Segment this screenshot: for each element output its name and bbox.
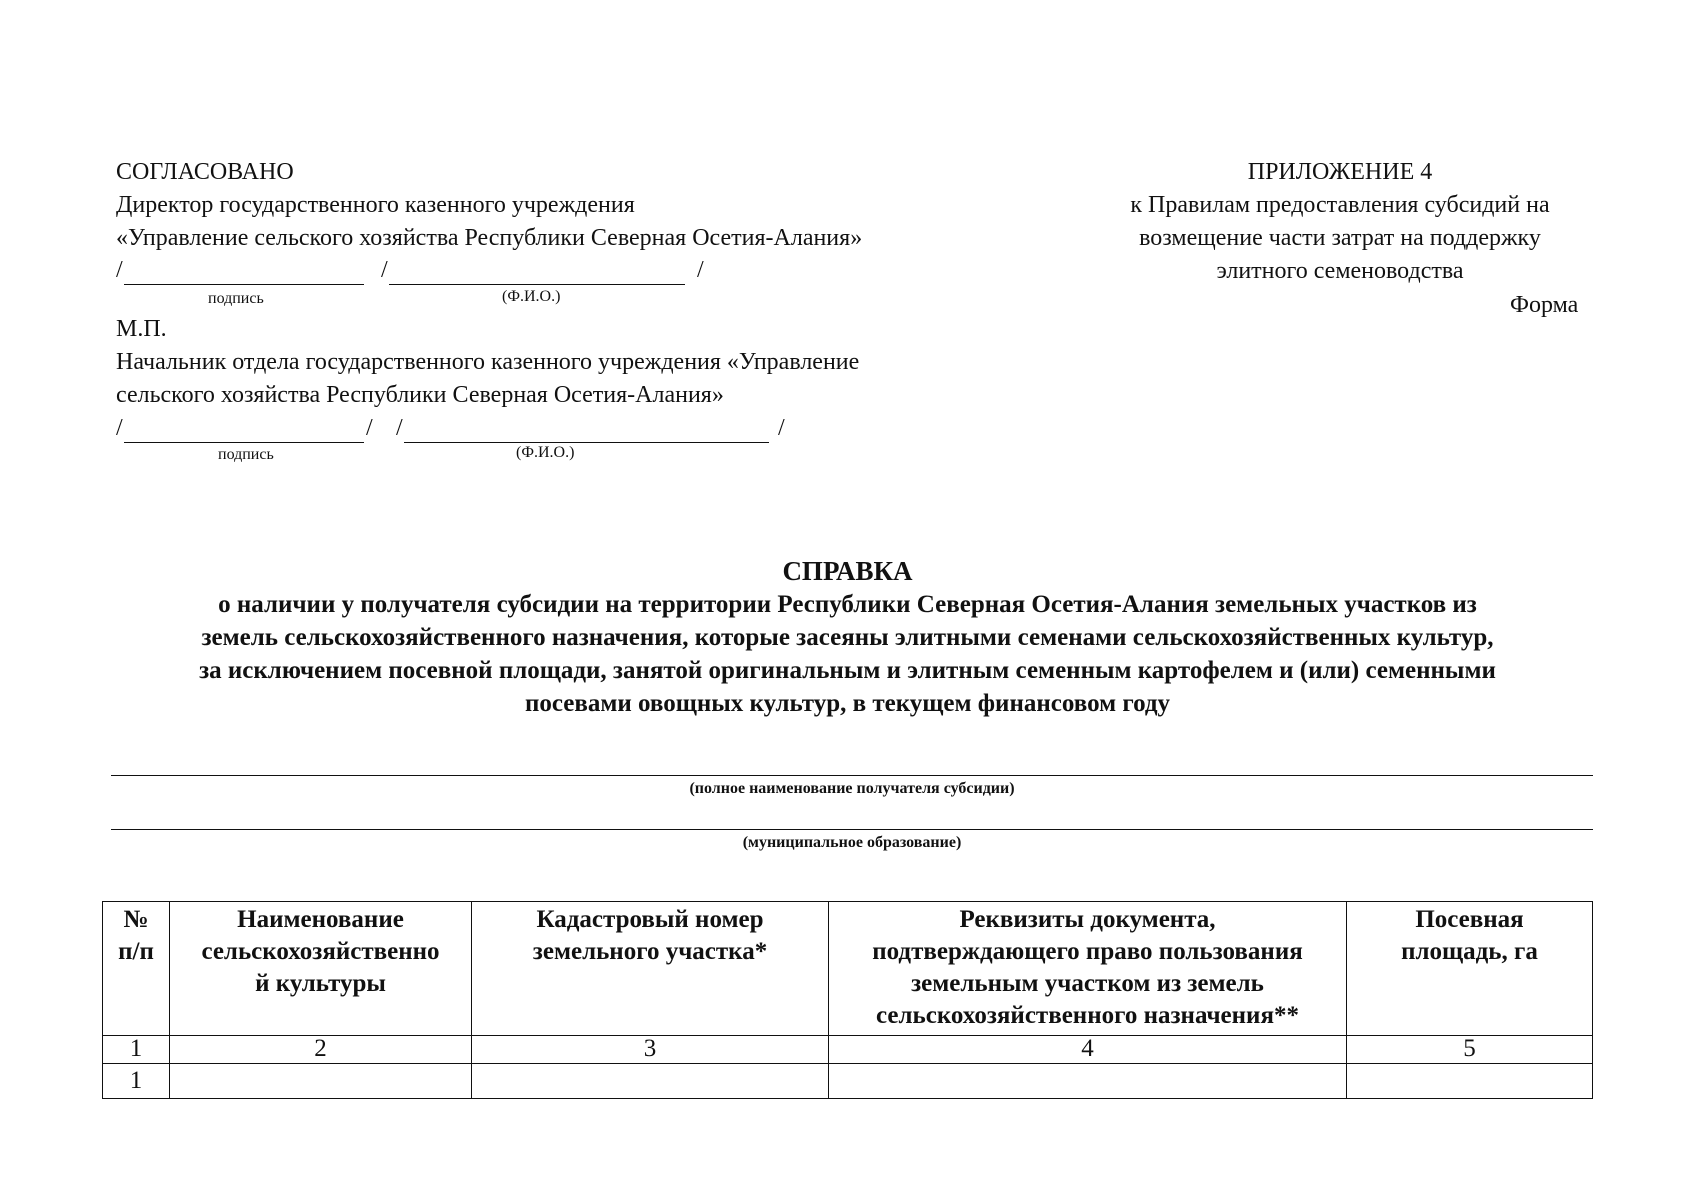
document-subtitle-line4: посевами овощных культур, в текущем финансовом году <box>524 690 1171 717</box>
header-line: Реквизиты документа, <box>959 906 1216 933</box>
municipality-field[interactable] <box>111 829 1593 830</box>
fio-slash: / <box>396 415 403 441</box>
header-crop-name <box>170 902 472 1036</box>
signature-caption: подпись <box>218 446 274 463</box>
closing-slash: / <box>697 257 704 283</box>
column-number-row <box>103 1036 1593 1064</box>
row-number-cell: 1 <box>103 1064 170 1099</box>
column-number: 5 <box>1347 1036 1593 1064</box>
recipient-caption: (полное наименование получателя субсидии) <box>689 780 1015 797</box>
director-signature-field[interactable] <box>124 284 364 285</box>
column-number: 2 <box>170 1036 472 1064</box>
director-fio-field[interactable] <box>389 284 685 285</box>
document-subtitle-line2: земель сельскохозяйственного назначения, которые засеяны элитными семенами сельскохозяйственных культур, <box>201 624 1494 651</box>
form-label: Форма <box>1510 292 1579 318</box>
head-fio-field[interactable] <box>404 442 769 443</box>
land-plots-table <box>102 901 1593 1099</box>
approval-heading: СОГЛАСОВАНО <box>116 159 294 185</box>
appendix-line1: к Правилам предоставления субсидий на <box>1130 192 1550 218</box>
municipality-caption: (муниципальное образование) <box>742 834 962 851</box>
cadastral-number-cell[interactable] <box>472 1064 829 1099</box>
column-number: 1 <box>103 1036 170 1064</box>
director-title-line1: Директор государственного казенного учреждения <box>116 192 635 218</box>
header-line: п/п <box>118 938 154 965</box>
signature-closing-slash: / <box>366 415 373 441</box>
document-title: СПРАВКА <box>782 556 913 586</box>
head-signature-field[interactable] <box>124 442 364 443</box>
header-line: земельного участка* <box>532 938 768 965</box>
stamp-label: М.П. <box>116 316 167 342</box>
fio-caption: (Ф.И.О.) <box>502 288 561 305</box>
header-line: Наименование <box>237 906 404 933</box>
header-document-details <box>829 902 1347 1036</box>
header-line: сельскохозяйственного назначения** <box>876 1002 1299 1029</box>
document-details-cell[interactable] <box>829 1064 1347 1099</box>
column-number: 3 <box>472 1036 829 1064</box>
closing-slash: / <box>778 415 785 441</box>
header-line: Посевная <box>1415 906 1524 933</box>
header-line: № <box>123 906 149 933</box>
director-title-line2: «Управление сельского хозяйства Республики Северная Осетия-Алания» <box>116 225 863 251</box>
document-subtitle-line1: о наличии у получателя субсидии на территории Республики Северная Осетия-Алания земельных участков из <box>218 591 1477 618</box>
department-head-line1: Начальник отдела государственного казенного учреждения «Управление <box>116 349 860 375</box>
header-line: площадь, га <box>1401 938 1538 965</box>
appendix-line3: элитного семеноводства <box>1216 258 1464 284</box>
fio-slash: / <box>381 257 388 283</box>
header-sown-area <box>1347 902 1593 1036</box>
signature-slash: / <box>116 257 123 283</box>
sown-area-cell[interactable] <box>1347 1064 1593 1099</box>
crop-name-cell[interactable] <box>170 1064 472 1099</box>
signature-caption: подпись <box>208 290 264 307</box>
header-line: Кадастровый номер <box>536 906 764 933</box>
table-header-row <box>103 902 1593 1036</box>
header-line: сельскохозяйственно <box>201 938 440 965</box>
column-number: 4 <box>829 1036 1347 1064</box>
document-subtitle-line3: за исключением посевной площади, занятой оригинальным и элитным семенным картофелем и (или) семенными <box>199 657 1496 684</box>
signature-slash: / <box>116 415 123 441</box>
header-line: подтверждающего право пользования <box>872 938 1303 965</box>
fio-caption: (Ф.И.О.) <box>516 444 575 461</box>
header-number <box>103 902 170 1036</box>
header-line: земельным участком из земель <box>911 970 1264 997</box>
appendix-line2: возмещение части затрат на поддержку <box>1139 225 1541 251</box>
table-row <box>103 1064 1593 1099</box>
department-head-line2: сельского хозяйства Республики Северная Осетия-Алания» <box>116 382 724 408</box>
recipient-name-field[interactable] <box>111 775 1593 776</box>
header-line: й культуры <box>255 970 386 997</box>
appendix-title: ПРИЛОЖЕНИЕ 4 <box>1247 159 1433 185</box>
header-cadastral-number <box>472 902 829 1036</box>
